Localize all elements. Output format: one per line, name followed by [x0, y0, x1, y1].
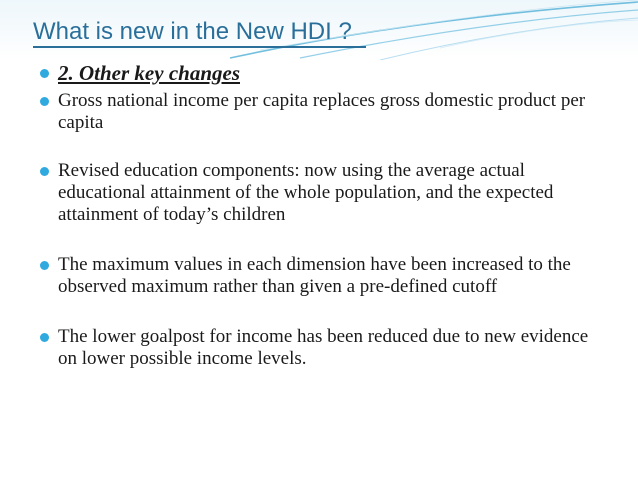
bullet-text: Gross national income per capita replaces gross domestic product per capita: [58, 90, 586, 133]
bullet-dot-icon: [40, 97, 49, 106]
bullet-text: The lower goalpost for income has been reduced due to new evidence on lower possible income levels.: [58, 326, 589, 369]
bullet-dot-icon: [40, 333, 49, 342]
bullet-dot-icon: [40, 167, 49, 176]
bullet-item-other-key-changes: [40, 62, 600, 84]
title-underline: [33, 46, 366, 48]
bullet-text: The maximum values in each dimension have been increased to the observed maximum rather than given a pre-defined cutoff: [58, 254, 571, 297]
bullet-dot-icon: [40, 261, 49, 270]
bullet-item-gni: [40, 90, 600, 134]
bullet-list: [40, 62, 600, 370]
slide-title: What is new in the New HDI ?: [33, 18, 352, 45]
bullet-item-education: [40, 160, 600, 226]
bullet-text: 2. Other key changes: [58, 61, 240, 85]
bullet-dot-icon: [40, 69, 49, 78]
bullet-text: Revised education components: now using the average actual educational attainment of the whole population, and the expected attainment of today’s children: [58, 160, 554, 225]
bullet-item-maximum-values: [40, 254, 600, 298]
bullet-item-lower-goalpost: [40, 326, 600, 370]
